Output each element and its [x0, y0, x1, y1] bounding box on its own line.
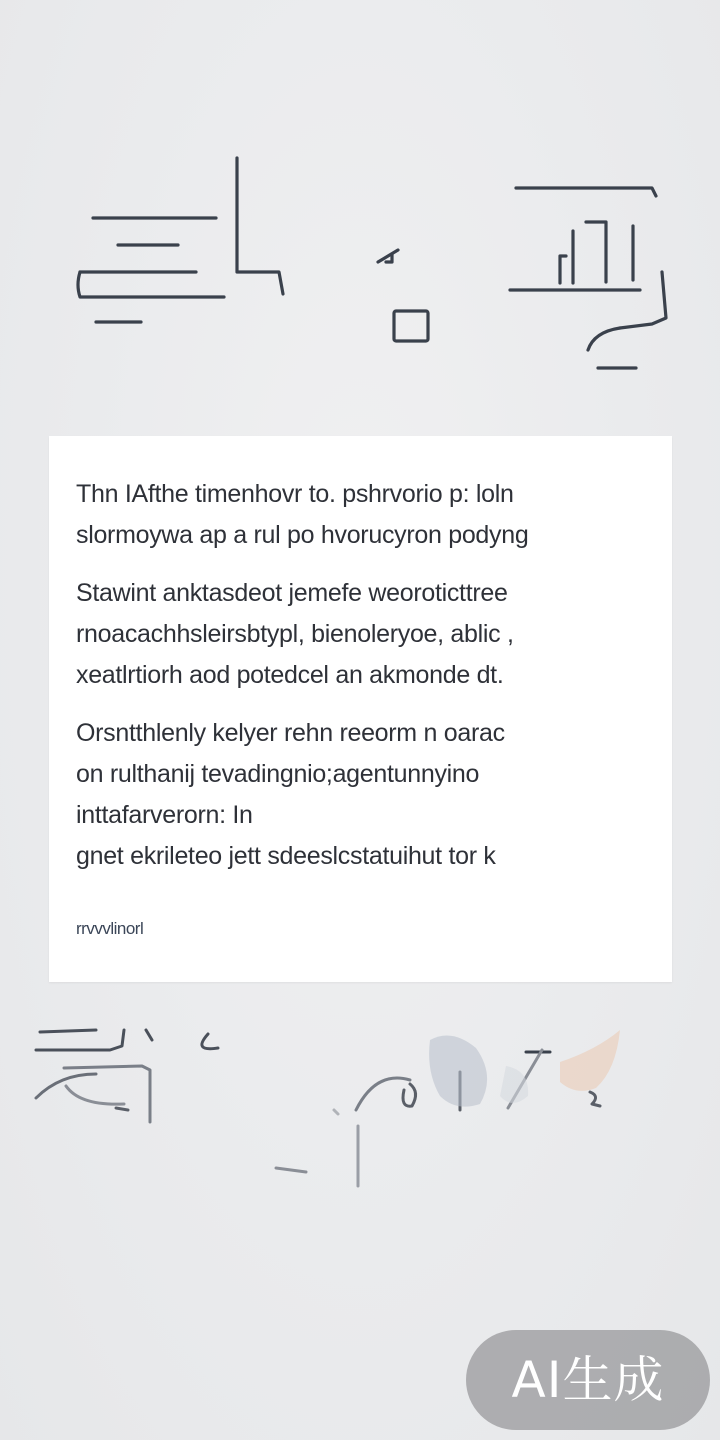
doodle-line	[590, 1092, 600, 1106]
ai-generated-badge: AI生成	[466, 1330, 710, 1430]
text-line: slormoywa ap a rul po hvorucyron podyng	[76, 521, 529, 549]
doodle-line	[146, 1030, 152, 1040]
doodle-line	[40, 1030, 96, 1032]
text-line: Thn IAfthe timenhovr to. pshrvorio p: loln	[76, 480, 514, 508]
doodle-line	[116, 1108, 128, 1110]
text-line: inttafarverorn: In	[76, 801, 253, 829]
paragraph-1	[76, 474, 646, 556]
text-line: on rulthanij tevadingnio;agentunnyino	[76, 760, 480, 788]
doodle-line	[276, 1168, 306, 1172]
doodle-line	[403, 1084, 416, 1106]
paragraph-3	[76, 713, 646, 877]
text-line: rnoacachhsleirsbtypl, bienoleryoe, ablic ,	[76, 620, 514, 648]
doodle-line	[202, 1034, 218, 1049]
text-line: Stawint anktasdeot jemefe weoroticttree	[76, 579, 508, 607]
text-card	[49, 436, 672, 982]
text-line: xeatlrtiorh aod potedcel an akmonde dt.	[76, 661, 504, 689]
paragraph-2	[76, 573, 646, 696]
doodle-line	[334, 1110, 338, 1114]
doodle-color-wash	[429, 1030, 620, 1107]
text-line: gnet ekrileteo jett sdeeslcstatuihut tor k	[76, 842, 496, 870]
card-caption: rrvvvlinorl	[76, 919, 144, 938]
doodle-line	[66, 1086, 124, 1104]
text-line: Orsntthlenly kelyer rehn reeorm n oarac	[76, 719, 505, 747]
